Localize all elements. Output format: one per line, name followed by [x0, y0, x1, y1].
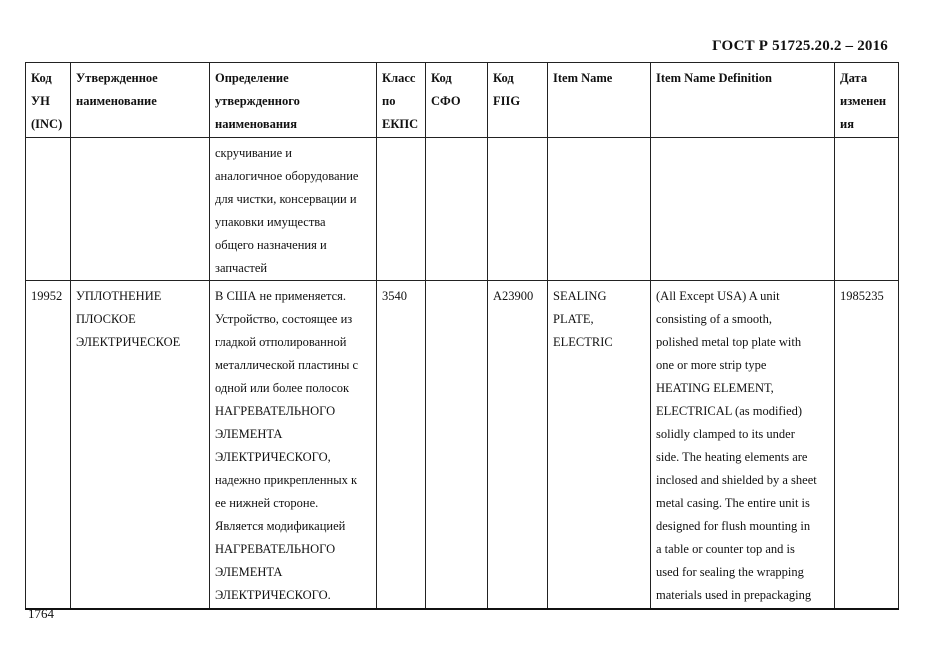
text-line: ЭЛЕКТРИЧЕСКОЕ: [76, 335, 181, 349]
text-line: a table or counter top and is: [656, 542, 795, 556]
text-line: НАГРЕВАТЕЛЬНОГО: [215, 404, 336, 418]
text-line: ЭЛЕКТРИЧЕСКОГО,: [215, 450, 331, 464]
text-line: ПЛОСКОЕ: [76, 312, 136, 326]
text-line: для чистки, консервации и: [215, 192, 357, 206]
cell-fiig-code: A23900: [488, 281, 548, 609]
cell-item-definition-empty: [651, 138, 835, 281]
text-line: аналогичное оборудование: [215, 169, 359, 183]
text-line: ЭЛЕКТРИЧЕСКОГО.: [215, 588, 331, 602]
header-name-definition: [210, 63, 377, 138]
text-line: Код: [431, 71, 452, 85]
cell-ekps-empty: [377, 138, 426, 281]
header-sfo-code: [426, 63, 488, 138]
text-line: В США не применяется.: [215, 289, 347, 303]
text-line: общего назначения и: [215, 238, 327, 252]
text-line: (INC): [31, 117, 63, 131]
item-name-table: [25, 62, 899, 610]
text-line: ЭЛЕМЕНТА: [215, 565, 283, 579]
header-ekps-class: [377, 63, 426, 138]
cell-fiig-empty: [488, 138, 548, 281]
text-line: (All Except USA) A unit: [656, 289, 780, 303]
text-line: Утвержденное: [76, 71, 158, 85]
header-item-name: [548, 63, 651, 138]
text-line: Устройство, состоящее из: [215, 312, 353, 326]
page-number: 1764: [28, 606, 54, 621]
cell-approved-name: [71, 281, 210, 609]
table-row: [26, 281, 899, 609]
text-line: Является модификацией: [215, 519, 346, 533]
header-fiig-code: [488, 63, 548, 138]
text-line: ЕКПС: [382, 117, 419, 131]
text-line: PLATE,: [553, 312, 594, 326]
text-line: solidly clamped to its under: [656, 427, 795, 441]
cell-inc-code: 19952: [26, 281, 71, 609]
cell-date-empty: [835, 138, 899, 281]
header-inc-code: [26, 63, 71, 138]
text-line: УПЛОТНЕНИЕ: [76, 289, 162, 303]
text-line: SEALING: [553, 289, 607, 303]
cell-name-empty: [71, 138, 210, 281]
text-line: Item Name: [553, 71, 613, 85]
text-line: ELECTRICAL (as modified): [656, 404, 803, 418]
text-line: polished metal top plate with: [656, 335, 802, 349]
cell-sfo-empty: [426, 138, 488, 281]
text-line: Дата: [840, 71, 868, 85]
text-line: Класс: [382, 71, 416, 85]
cell-sfo-code: [426, 281, 488, 609]
text-line: металлической пластины с: [215, 358, 359, 372]
text-line: наименования: [215, 117, 298, 131]
text-line: ЭЛЕМЕНТА: [215, 427, 283, 441]
text-line: ее нижней стороне.: [215, 496, 319, 510]
cell-definition-continuation: [210, 138, 377, 281]
text-line: утвержденного: [215, 94, 300, 108]
text-line: ELECTRIC: [553, 335, 613, 349]
text-line: надежно прикрепленных к: [215, 473, 358, 487]
text-line: упаковки имущества: [215, 215, 326, 229]
text-line: HEATING ELEMENT,: [656, 381, 774, 395]
text-line: УН: [31, 94, 50, 108]
table-header-row: [26, 63, 899, 138]
text-line: ия: [840, 117, 854, 131]
cell-inc-empty: [26, 138, 71, 281]
text-line: consisting of a smooth,: [656, 312, 772, 326]
text-line: Определение: [215, 71, 289, 85]
header-approved-name: [71, 63, 210, 138]
text-line: скручивание и: [215, 146, 292, 160]
document-standard-header: ГОСТ Р 51725.20.2 – 2016: [712, 38, 888, 54]
text-line: FIIG: [493, 94, 521, 108]
cell-change-date: 1985235: [835, 281, 899, 609]
text-line: наименование: [76, 94, 157, 108]
text-line: НАГРЕВАТЕЛЬНОГО: [215, 542, 336, 556]
text-line: одной или более полосок: [215, 381, 350, 395]
text-line: по: [382, 94, 396, 108]
text-line: designed for flush mounting in: [656, 519, 811, 533]
cell-name-definition: [210, 281, 377, 609]
text-line: гладкой отполированной: [215, 335, 347, 349]
header-change-date: [835, 63, 899, 138]
cell-ekps-class: 3540: [377, 281, 426, 609]
cell-item-name-definition: [651, 281, 835, 609]
text-line: metal casing. The entire unit is: [656, 496, 810, 510]
text-line: запчастей: [215, 261, 268, 275]
text-line: изменен: [840, 94, 887, 108]
text-line: used for sealing the wrapping: [656, 565, 804, 579]
text-line: Код: [493, 71, 514, 85]
header-item-name-definition: [651, 63, 835, 138]
text-line: one or more strip type: [656, 358, 767, 372]
text-line: materials used in prepackaging: [656, 588, 812, 602]
cell-item-name: [548, 281, 651, 609]
table-row-continuation: [26, 138, 899, 281]
text-line: Item Name Definition: [656, 71, 772, 85]
text-line: inclosed and shielded by a sheet: [656, 473, 817, 487]
text-line: Код: [31, 71, 52, 85]
text-line: side. The heating elements are: [656, 450, 808, 464]
cell-item-name-empty: [548, 138, 651, 281]
text-line: СФО: [431, 94, 461, 108]
